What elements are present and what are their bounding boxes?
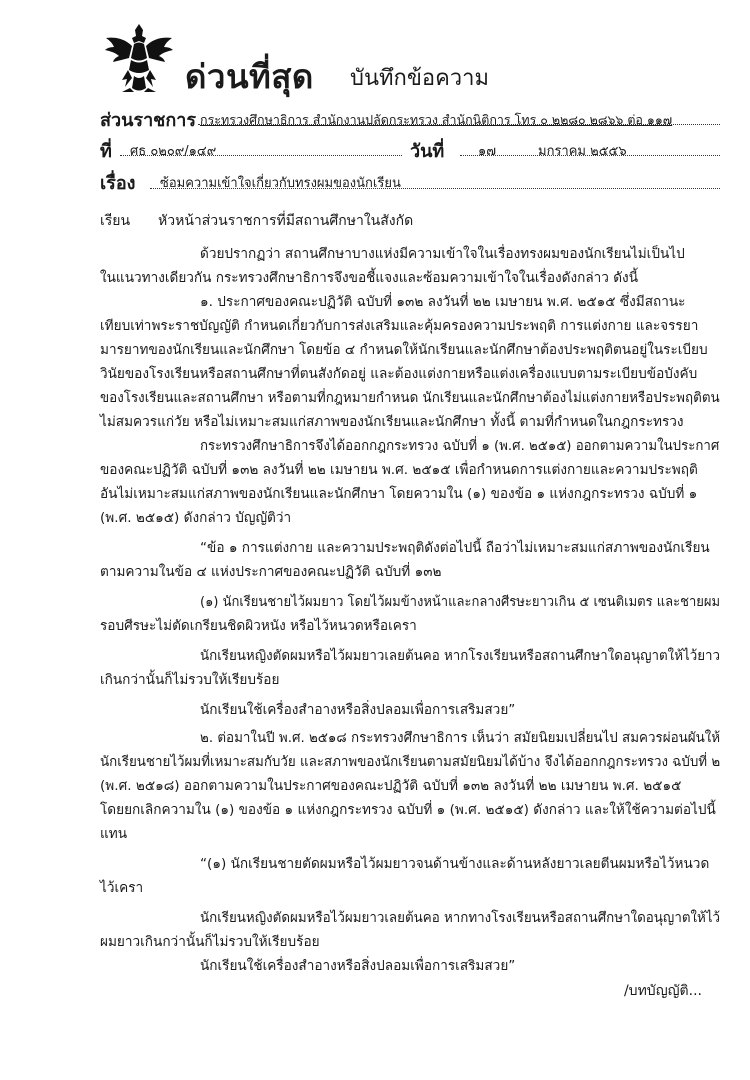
body-line: นักเรียนใช้เครื่องสำอางหรือสิ่งปลอมเพื่อการเสริมสวย” [200, 958, 516, 974]
memo-title: บันทึกข้อความ [350, 66, 490, 91]
date-day: ๑๗ [478, 144, 497, 159]
body-line: นักเรียนหญิงตัดผมหรือไว้ผมยาวเลยต้นคอ หากทางโรงเรียนหรือสถานศึกษาใดอนุญาตให้ไว้ [200, 910, 721, 926]
body-line: รอบศีรษะไม่ตัดเกรียนชิดผิวหนัง หรือไว้หนวดหรือเครา [100, 618, 417, 634]
date-month-year: มกราคม ๒๕๕๖ [538, 144, 627, 159]
body-line: เกินกว่านั้นก็ไม่รวบให้เรียบร้อย [100, 672, 280, 688]
to-value: หัวหน้าส่วนราชการที่มีสถานศึกษาในสังกัด [158, 213, 414, 229]
urgency-title: ด่วนที่สุด [185, 57, 314, 96]
body-line: ด้วยปรากฏว่า สถานศึกษาบางแห่งมีความเข้าใจในเรื่องทรงผมของนักเรียนไม่เป็นไป [200, 246, 685, 262]
to-label: เรียน [100, 213, 131, 229]
body-line: นักเรียนใช้เครื่องสำอางหรือสิ่งปลอมเพื่อการเสริมสวย” [200, 702, 516, 718]
body-line: เทียบเท่าพระราชบัญญัติ กำหนดเกี่ยวกับการส่งเสริมและคุ้มครองความประพฤติ การแต่งกาย และจรรยา [100, 318, 699, 334]
ref-number: ศธ ๐๒๐๙/๑๔๙ [130, 144, 217, 159]
agency-value: กระทรวงศึกษาธิการ สำนักงานปลัดกระทรวง สำนักนิติการ โทร ๐ ๒๒๘๐ ๒๘๖๖ ต่อ ๑๑๗ [200, 112, 673, 127]
body-line: (พ.ศ. ๒๕๑๘) ออกตามความในประกาศของคณะปฏิวัติ ฉบับที่ ๑๓๒ ลงวันที่ ๒๒ เมษายน พ.ศ. ๒๕๑๕ [100, 778, 682, 794]
body-line: ของโรงเรียนและสถานศึกษา หรือตามที่กฎหมายกำหนด นักเรียนและนักศึกษาต้องไม่แต่งกายหรือประพฤติตน [100, 390, 720, 406]
body-line: อันไม่เหมาะสมแก่สภาพของนักเรียนและนักศึกษา โดยความใน (๑) ของข้อ ๑ แห่งกฎกระทรวง ฉบับที่ ๑ [100, 486, 698, 502]
agency-label: ส่วนราชการ [100, 110, 197, 131]
body-line: นักเรียนชายไว้ผมที่เหมาะสมกับวัย และสภาพของนักเรียนตามสมัยนิยมได้บ้าง จึงได้ออกกฎกระทรวง ฉบับที่ ๒ [100, 754, 721, 770]
body-line: ๒. ต่อมาในปี พ.ศ. ๒๕๑๘ กระทรวงศึกษาธิการ เห็นว่า สมัยนิยมเปลี่ยนไป สมควรผ่อนผันให้ [200, 730, 721, 746]
body-line: “ข้อ ๑ การแต่งกาย และความประพฤติดังต่อไปนี้ ถือว่าไม่เหมาะสมแก่สภาพของนักเรียน [200, 540, 710, 556]
body-line: ไว้เครา [100, 880, 144, 896]
body-line: ของคณะปฏิวัติ ฉบับที่ ๑๓๒ ลงวันที่ ๒๒ เมษายน พ.ศ. ๒๕๑๕ เพื่อกำหนดการแต่งกายและความประพฤติ [100, 462, 698, 478]
body-line: โดยยกเลิกความใน (๑) ของข้อ ๑ แห่งกฎกระทรวง ฉบับที่ ๑ (พ.ศ. ๒๕๑๕) ดังกล่าว และให้ใช้ความต่อไปนี้ [100, 802, 716, 818]
ref-label: ที่ [100, 141, 112, 162]
body-line: กระทรวงศึกษาธิการจึงได้ออกกฎกระทรวง ฉบับที่ ๑ (พ.ศ. ๒๕๑๕) ออกตามความในประกาศ [200, 438, 720, 454]
body-line: ผมยาวเกินกว่านั้นก็ไม่รวบให้เรียบร้อย [100, 934, 320, 950]
date-label: วันที่ [410, 141, 445, 162]
body-line: (๑) นักเรียนชายไว้ผมยาว โดยไว้ผมข้างหน้าและกลางศีรษะยาวเกิน ๕ เซนติเมตร และชายผม [200, 594, 721, 610]
body-line: ตามความในข้อ ๔ แห่งประกาศของคณะปฏิวัติ ฉบับที่ ๑๓๒ [100, 564, 442, 580]
body-line: ไม่สมควรแก่วัย หรือไม่เหมาะสมแก่สภาพของนักเรียนและนักศึกษา ทั้งนี้ ตามที่กำหนดในกฎกระทรวง [100, 414, 684, 430]
subject-value: ซ้อมความเข้าใจเกี่ยวกับทรงผมของนักเรียน [160, 176, 401, 191]
body-line: มารยาทของนักเรียนและนักศึกษา โดยข้อ ๔ กำหนดให้นักเรียนและนักศึกษาต้องประพฤติตนอยู่ในระเบียบ [100, 342, 708, 358]
body-line: “(๑) นักเรียนชายตัดผมหรือไว้ผมยาวจนด้านข้างและด้านหลังยาวเลยตีนผมหรือไว้หนวด [200, 856, 710, 872]
body-line: ในแนวทางเดียวกัน กระทรวงศึกษาธิการจึงขอชี้แจงและซ้อมความเข้าใจในเรื่องดังกล่าว ดังนี้ [100, 270, 638, 286]
continuation-marker: /บทบัญญัติ... [623, 983, 702, 999]
subject-label: เรื่อง [100, 173, 136, 194]
body-line: ๑. ประกาศของคณะปฏิวัติ ฉบับที่ ๑๓๒ ลงวันที่ ๒๒ เมษายน พ.ศ. ๒๕๑๕ ซึ่งมีสถานะ [200, 294, 686, 310]
body-line: แทน [100, 826, 128, 842]
body-line: นักเรียนหญิงตัดผมหรือไว้ผมยาวเลยต้นคอ หากโรงเรียนหรือสถานศึกษาใดอนุญาตให้ไว้ยาว [200, 648, 721, 664]
body-line: วินัยของโรงเรียนหรือสถานศึกษาที่ตนสังกัดอยู่ และต้องแต่งกายหรือแต่งเครื่องแบบตามระเบียบข้อบังคับ [100, 366, 698, 382]
body-line: (พ.ศ. ๒๕๑๕) ดังกล่าว บัญญัติว่า [100, 510, 292, 526]
